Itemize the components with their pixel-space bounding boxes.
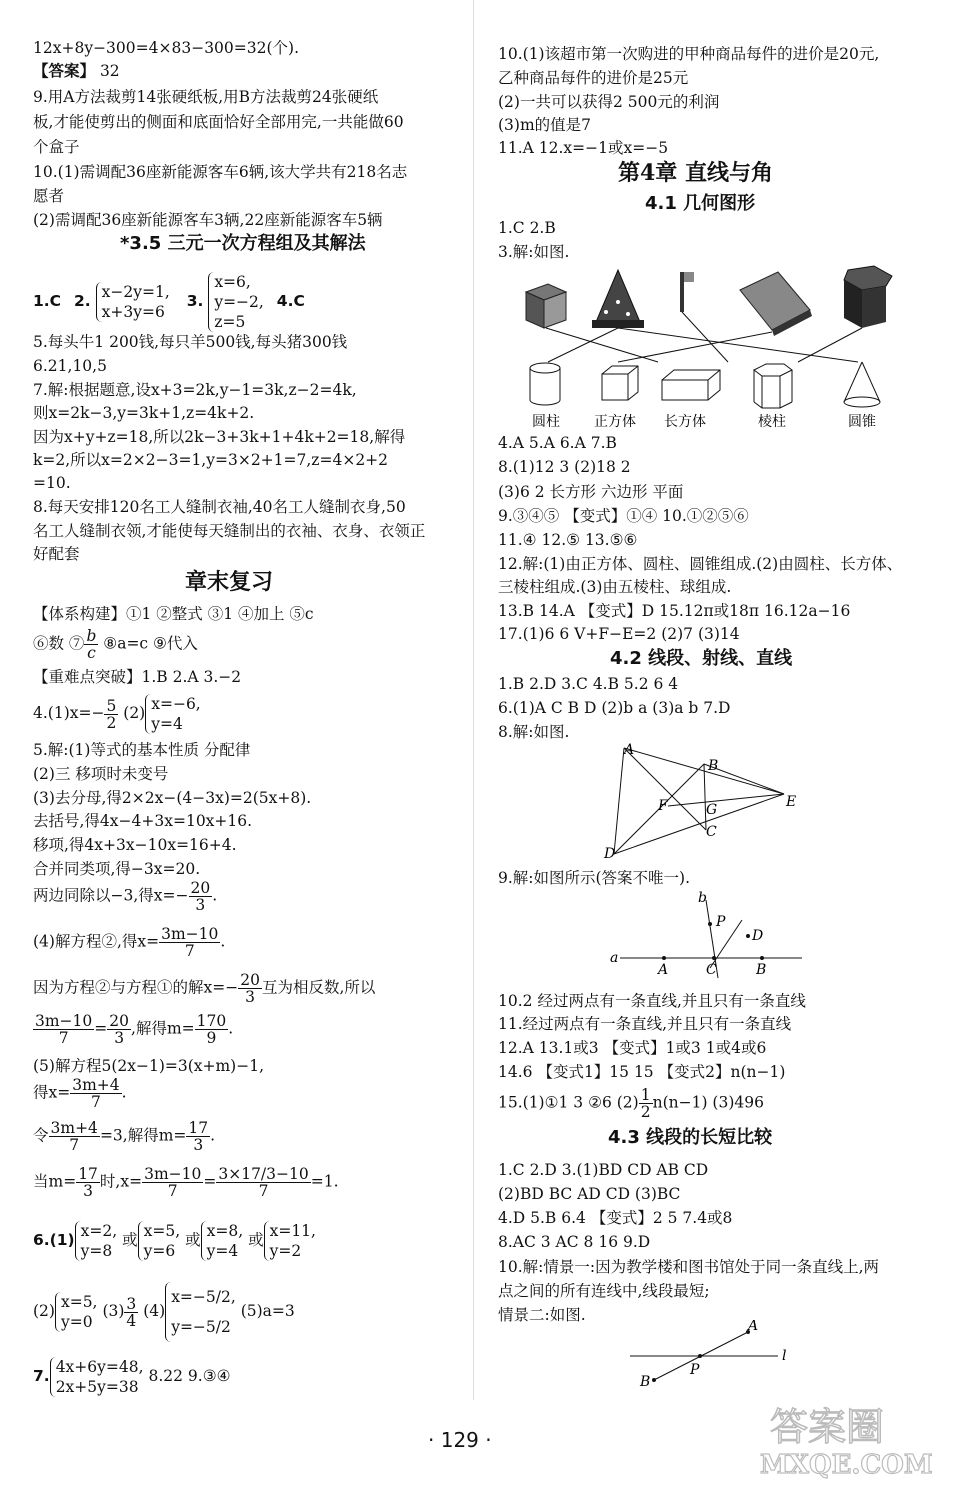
section-heading-3-5: *3.5 三元一次方程组及其解法 — [120, 233, 366, 254]
text-line: 8.解:如图. — [498, 723, 570, 741]
text-line: 8.(1)12 3 (2)18 2 — [498, 458, 631, 476]
wizard-hat-icon — [592, 270, 644, 328]
text-line: 10.(1)该超市第一次购进的甲种商品每件的进价是20元, — [498, 45, 880, 63]
figure-line-l — [630, 1320, 800, 1390]
text-line: 好配套 — [33, 545, 80, 563]
text-line: 乙种商品每件的进价是25元 — [498, 69, 689, 87]
text-line: (4)解方程②,得x= $\frac{3m-10}{7}$ . — [33, 925, 226, 960]
text-line: 愿者 — [33, 187, 65, 205]
text-line: $\frac{3m-10}{7}$ = $\frac{20}{3}$ ,解得m= $\frac{170}{9}$ . — [35, 1012, 234, 1047]
point-G: G — [706, 802, 718, 818]
text-line: 11.经过两点有一条直线,并且只有一条直线 — [498, 1015, 792, 1033]
point-A: A — [624, 742, 635, 758]
text-line: 14.6 【变式1】15 15 【变式2】n(n−1) — [498, 1063, 786, 1081]
text-line: (5)解方程5(2x−1)=3(x+m)−1, — [33, 1057, 265, 1075]
text-line: 12.解:(1)由正方体、圆柱、圆锥组成.(2)由圆柱、长方体、 — [498, 555, 903, 573]
point-F: F — [658, 798, 668, 814]
answer-row — [33, 272, 305, 332]
section-heading-4-3: 4.3 线段的长短比较 — [608, 1127, 773, 1148]
point-P: P — [690, 1362, 700, 1378]
label-cone: 圆锥 — [848, 414, 876, 430]
text-line: 板,才能使剪出的侧面和底面恰好全部用完,一共能做60 — [33, 113, 404, 131]
text-line: =10. — [33, 474, 71, 492]
column-divider — [473, 0, 474, 1400]
text-line: 个盒子 — [33, 138, 80, 156]
q4: 4.C — [276, 292, 305, 310]
figure-lines-abcde — [600, 740, 820, 865]
page-number: · 129 · — [428, 1428, 492, 1452]
text-line: 三棱柱组成.(3)由五棱柱、球组成. — [498, 578, 732, 596]
cone-icon — [844, 362, 880, 407]
text-line: (2)BD BC AD CD (3)BC — [498, 1185, 681, 1203]
text-line: (2)需调配36座新能源客车3辆,22座新能源客车5辆 — [33, 211, 383, 229]
section-heading-4-1: 4.1 几何图形 — [645, 193, 756, 214]
point-A: A — [658, 962, 669, 978]
text-line: 5.每头牛1 200钱,每只羊500钱,每头猪300钱 — [33, 333, 348, 351]
book-icon — [740, 272, 812, 336]
cube-puzzle-icon — [526, 284, 566, 328]
text-line: 得x= $\frac{3m+4}{7}$ . — [33, 1076, 127, 1111]
text-line: 当m= $\frac{17}{3}$ 时,x= $\frac{3m-10}{7}$ = $\frac{3\times 17/3-10}{7}$ =1. — [33, 1165, 339, 1200]
label-cuboid: 长方体 — [664, 414, 706, 430]
equation-system: x=6, y=−2, z=5 — [208, 272, 264, 332]
text-line: 11.④ 12.⑤ 13.⑤⑥ — [498, 531, 638, 549]
text-line: 5.解:(1)等式的基本性质 分配律 — [33, 741, 251, 759]
answer-value: 32 — [95, 62, 120, 80]
text-line: 7.解:根据题意,设x+3=2k,y−1=3k,z−2=4k, — [33, 381, 357, 399]
text-line: 3.解:如图. — [498, 243, 570, 261]
text-line: 8.AC 3 AC 8 16 9.D — [498, 1233, 651, 1251]
chapter-heading: 第4章 直线与角 — [618, 160, 773, 186]
text-line: 10.2 经过两点有一条直线,并且只有一条直线 — [498, 992, 806, 1010]
point-A: A — [748, 1320, 759, 1334]
q2: 2. — [74, 292, 91, 310]
text-line: 【重难点突破】1.B 2.A 3.−2 — [33, 668, 242, 686]
answer-line — [33, 61, 120, 81]
text-line: 则x=2k−3,y=3k+1,z=4k+2. — [33, 404, 255, 422]
text-line: 名工人缝制衣领,才能使每天缝制出的衣袖、衣身、衣领正 — [33, 522, 426, 540]
text-line: 4.(1)x=− $\frac{5}{2}$ (2) x=−6, y=4 — [33, 695, 201, 733]
point-C: C — [706, 824, 717, 840]
flag-icon — [680, 272, 694, 312]
text-line: 4.D 5.B 6.4 【变式】2 5 7.4或8 — [498, 1209, 733, 1227]
text-line: 8.每天安排120名工人缝制衣袖,40名工人缝制衣身,50 — [33, 498, 406, 516]
text-line: 15.(1)①1 3 ②6 (2) $\frac{1}{2}$ n(n−1) (3)496 — [498, 1086, 764, 1121]
point-D: D — [604, 846, 616, 862]
text-line: 令 $\frac{3m+4}{7}$ =3,解得m= $\frac{17}{3}$ . — [33, 1119, 216, 1154]
text-line: 7. 4x+6y=48, 2x+5y=38 8.22 9.③④ — [33, 1358, 231, 1396]
text-line: 10.解:情景一:因为教学楼和图书馆处于同一条直线上,两 — [498, 1258, 880, 1276]
prism-icon — [754, 364, 792, 408]
text-line: 因为方程②与方程①的解x=− $\frac{20}{3}$ 互为相反数,所以 — [33, 971, 376, 1006]
text-line: 两边同除以−3,得x=− $\frac{20}{3}$ . — [33, 879, 218, 914]
matching-lines — [546, 312, 862, 362]
point-P: P — [716, 914, 726, 930]
text-line: 6.(1) x=2, y=8 或 x=5, y=6 或 x=8, y=4 或 x=11, y=2 — [33, 1222, 316, 1260]
label-cylinder: 圆柱 — [532, 414, 560, 430]
text-line: (2)一共可以获得2 500元的利润 — [498, 93, 720, 111]
text-line: 1.B 2.D 3.C 4.B 5.2 6 4 — [498, 675, 679, 693]
section-heading-4-2: 4.2 线段、射线、直线 — [610, 648, 793, 669]
text-line: 9.③④⑤ 【变式】①④ 10.①②⑤⑥ — [498, 507, 749, 525]
point-E: E — [786, 794, 797, 810]
text-line: (3)m的值是7 — [498, 116, 592, 134]
text-line: 情景二:如图. — [498, 1306, 586, 1324]
svg-text:MXQE.COM: MXQE.COM — [760, 1450, 933, 1480]
text-line: (3)6 2 长方形 六边形 平面 — [498, 483, 684, 501]
figure-line-a-b — [610, 888, 810, 980]
svg-text:答案圈: 答案圈 — [770, 1405, 885, 1449]
point-B: B — [640, 1374, 651, 1390]
line-b-label: b — [698, 890, 707, 906]
text-line: 4.A 5.A 6.A 7.B — [498, 434, 617, 452]
text-line: 6.21,10,5 — [33, 357, 107, 375]
text-line: (2)三 移项时未变号 — [33, 765, 169, 783]
equation-system: x−2y=1, x+3y=6 — [96, 282, 170, 322]
answer-tag: 【答案】 — [33, 62, 96, 80]
text-line: 因为x+y+z=18,所以2k−3+3k+1+4k+2=18,解得 — [33, 428, 406, 446]
text-line: 17.(1)6 6 V+F−E=2 (2)7 (3)14 — [498, 625, 740, 643]
cuboid-icon — [662, 370, 720, 400]
text-line: ⑥数 ⑦ $\frac{b}{c}$ ⑧a=c ⑨代入 — [33, 627, 198, 662]
text-line: 合并同类项,得−3x=20. — [33, 860, 201, 878]
point-D: D — [752, 928, 764, 944]
line-l-label: l — [782, 1348, 787, 1364]
review-heading: 章末复习 — [185, 569, 274, 595]
text-line: 点之间的所有连线中,线段最短; — [498, 1282, 710, 1300]
label-prism: 棱柱 — [758, 414, 786, 430]
cube-icon — [602, 366, 638, 400]
line-a-label: a — [610, 950, 619, 966]
point-B: B — [756, 962, 767, 978]
text-line: 9.解:如图所示(答案不唯一). — [498, 869, 691, 887]
text-line: (3)去分母,得2×2x−(4−3x)=2(5x+8). — [33, 789, 312, 807]
text-line: 1.C 2.B — [498, 219, 556, 237]
point-B: B — [708, 758, 719, 774]
label-cube: 正方体 — [594, 414, 636, 430]
text-line: 移项,得4x+3x−10x=16+4. — [33, 836, 237, 854]
solids-matching-figure — [518, 262, 898, 432]
text-line: 1.C 2.D 3.(1)BD CD AB CD — [498, 1161, 709, 1179]
q3: 3. — [186, 292, 204, 310]
hexagonal-box-icon — [844, 266, 892, 328]
text-line: 12.A 13.1或3 【变式】1或3 1或4或6 — [498, 1039, 767, 1057]
text-line: 12x+8y−300=4×83−300=32(个). — [33, 39, 300, 57]
text-line: 9.用A方法裁剪14张硬纸板,用B方法裁剪24张硬纸 — [33, 88, 379, 106]
text-line: (2) x=5, y=0 (3) $\frac{3}{4}$ (4) x=−5/2, y=−5/2 (5)a=3 — [33, 1282, 295, 1342]
text-line: 去括号,得4x−4+3x=10x+16. — [33, 812, 253, 830]
text-line: 6.(1)A C B D (2)b a (3)a b 7.D — [498, 699, 731, 717]
text-line: 10.(1)需调配36座新能源客车6辆,该大学共有218名志 — [33, 163, 408, 181]
q1: 1.C — [33, 292, 62, 310]
watermark-logo — [730, 1395, 955, 1480]
text-line: 13.B 14.A 【变式】D 15.12π或18π 16.12a−16 — [498, 602, 851, 620]
text-line: k=2,所以x=2×2−3=1,y=3×2+1=7,z=4×2+2 — [33, 451, 389, 469]
text-line: 【体系构建】①1 ②整式 ③1 ④加上 ⑤c — [33, 605, 314, 623]
cylinder-icon — [530, 363, 560, 405]
text-line: 11.A 12.x=−1或x=−5 — [498, 139, 669, 157]
point-C: C — [706, 962, 717, 978]
